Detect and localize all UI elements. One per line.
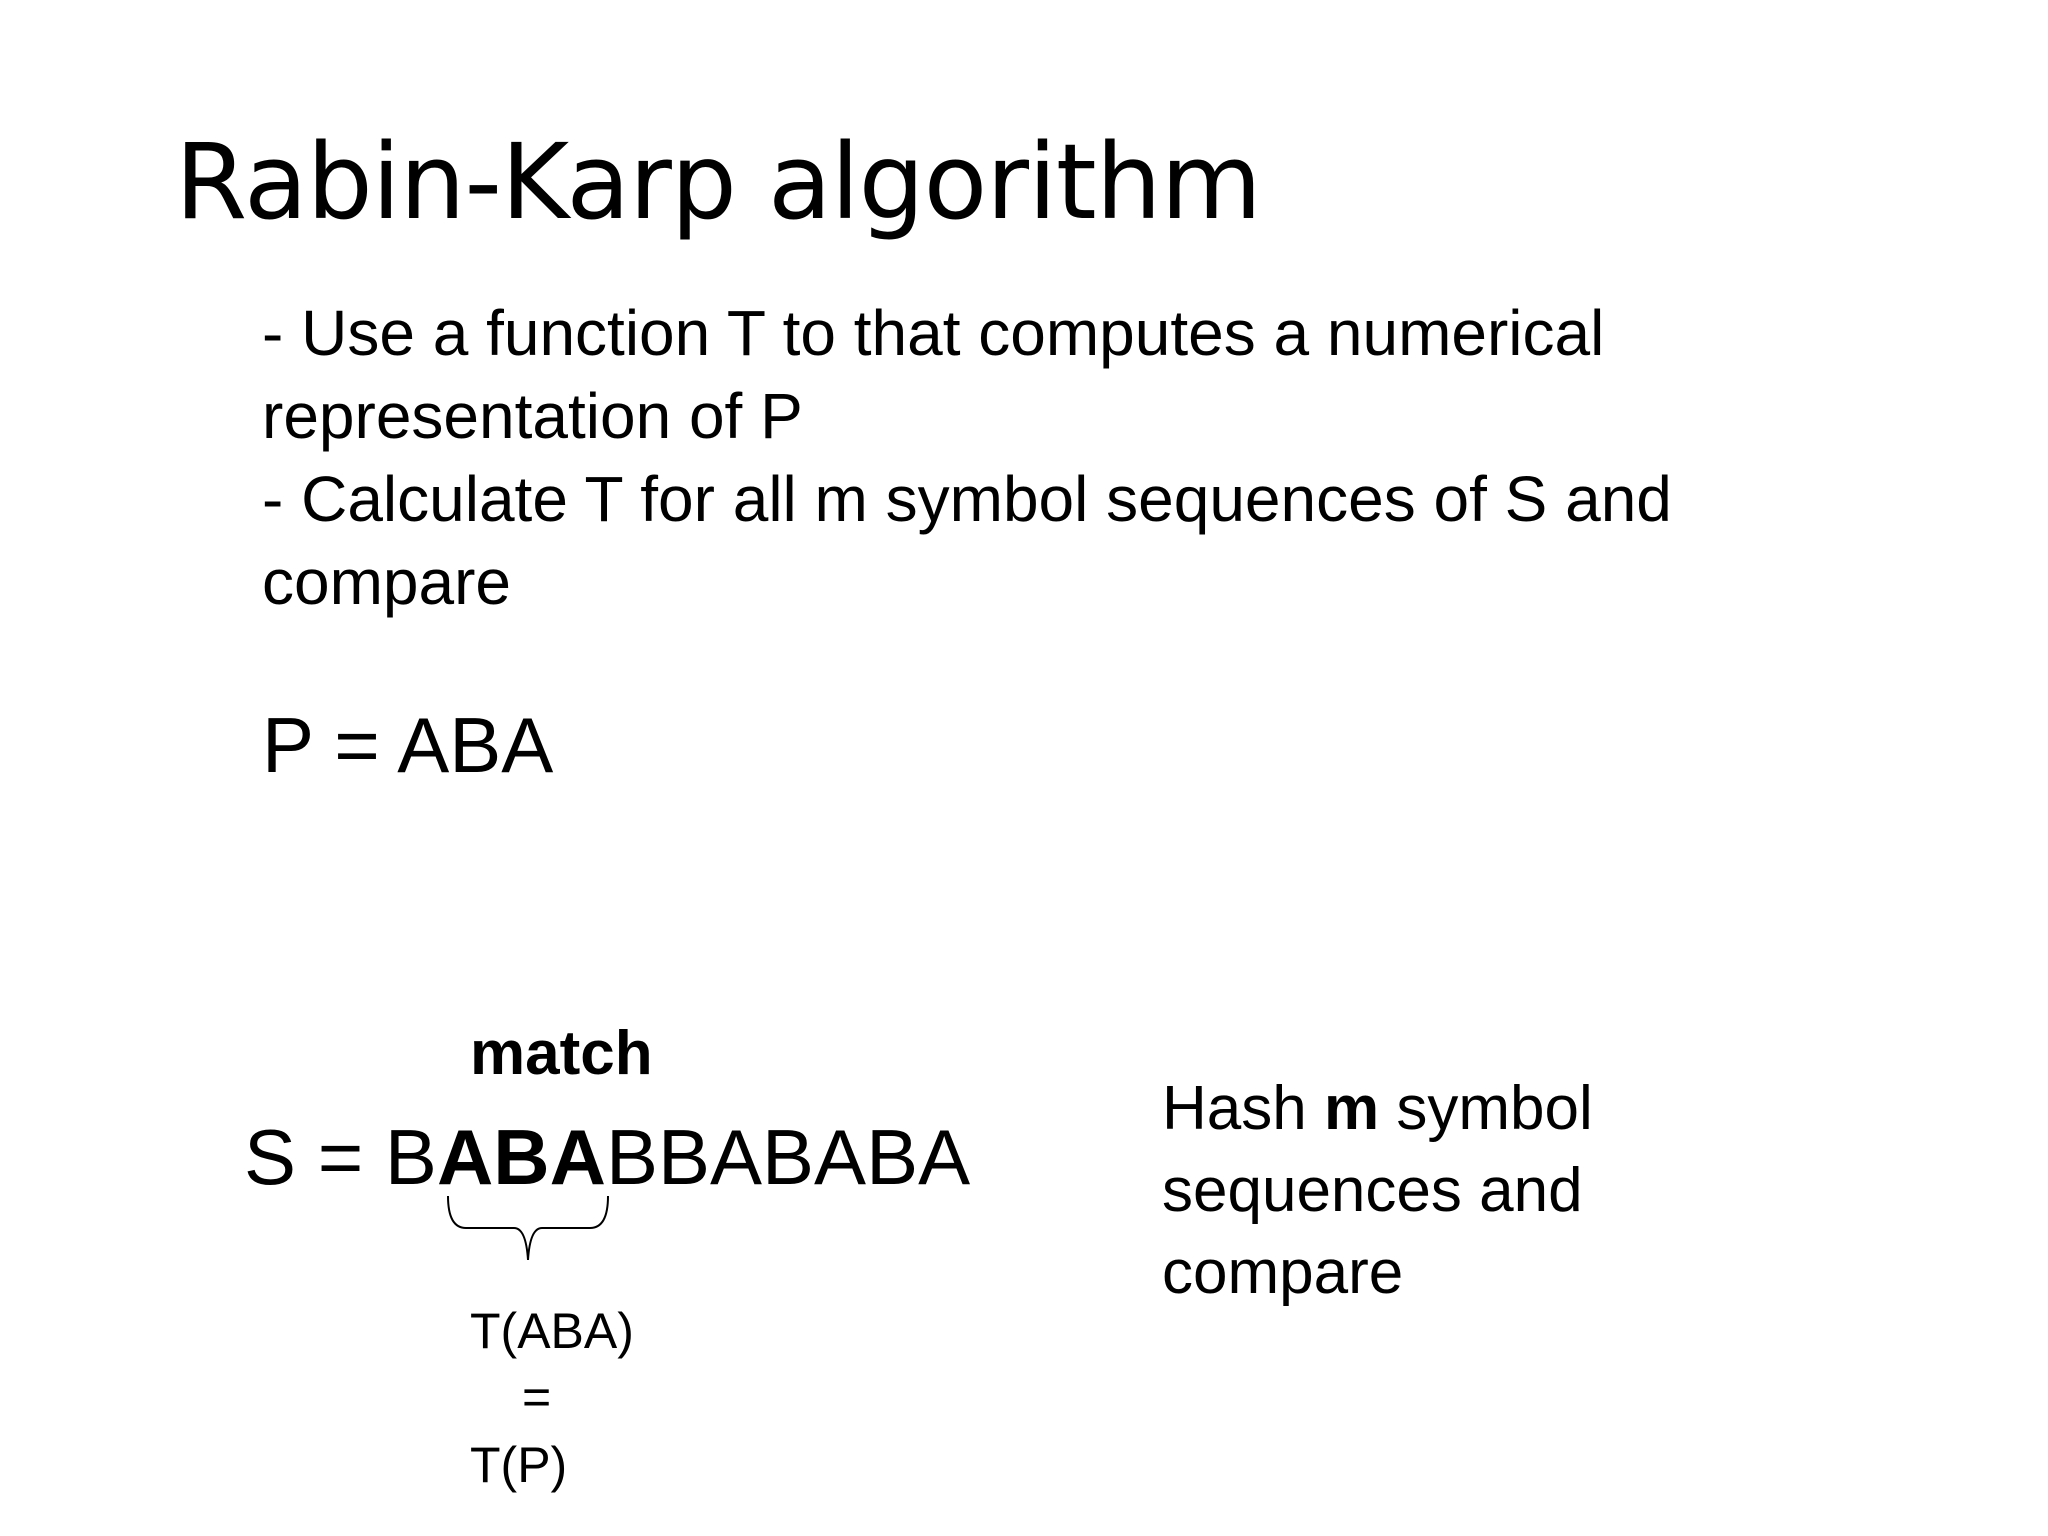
slide-title: Rabin-Karp algorithm [175, 121, 1261, 243]
side-note-post: symbol [1379, 1074, 1593, 1143]
hash-equals-sign: = [522, 1369, 552, 1425]
bullet-line-4: compare [262, 546, 511, 618]
bullet-line-1: - Use a function T to that computes a numerical [262, 297, 1605, 369]
side-note-line-1 [1162, 1068, 1593, 1150]
sequence-definition [244, 1112, 970, 1202]
side-note-line-2: sequences and [1162, 1156, 1583, 1225]
side-note-line-3: compare [1162, 1238, 1404, 1307]
hash-window-label: T(ABA) [470, 1303, 634, 1359]
side-note-bold: m [1323, 1074, 1380, 1143]
hash-pattern-label: T(P) [470, 1437, 568, 1493]
side-note-pre: Hash [1162, 1074, 1324, 1143]
bullet-list [262, 292, 1902, 624]
sequence-match-highlight: ABA [436, 1113, 606, 1201]
bullet-line-2: representation of P [262, 380, 803, 452]
sequence-suffix: BBABABA [605, 1113, 971, 1201]
sequence-prefix: S = B [244, 1113, 437, 1201]
match-label: match [470, 1019, 653, 1088]
pattern-definition: P = ABA [262, 701, 554, 789]
bullet-line-3: - Calculate T for all m symbol sequences of S and [262, 463, 1672, 535]
side-note [1162, 1068, 1593, 1314]
curly-brace-icon [446, 1190, 610, 1262]
